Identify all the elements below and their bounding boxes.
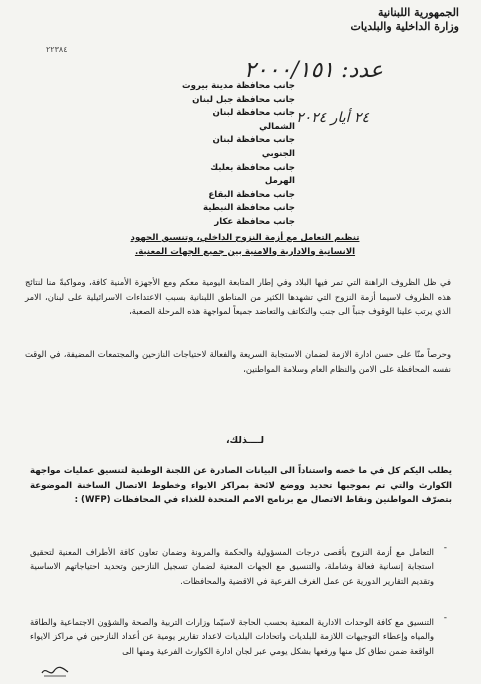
bullet-item: التنسيق مع كافة الوحدات الادارية المعنية بحسب الحاجة لاسيّما وزارات التربية والصحة والشؤون الاجتماعية والطاقة والمياه وإعطاء التوجيهات اللازمة للبلديات واتحادات البلديات لاعداد تقارير يومية عن أعداد النازحين في مراكز الايواء الواقعة ضمن نطاق كل منها ورفعها بشكل يومي عبر لجان ادارة الكوارث الفرعية ومنها الى: [30, 617, 434, 656]
request-paragraph: يطلب اليكم كل في ما خصه واستناداً الى البيانات الصادرة عن اللجنة الوطنية لتنسيق عمليات مواجهة الكوارث والتي تم بموجبها تحديد ووضع لائحة بمراكز الايواء وخطوط الاتصال الساخنة الموضوعة بتصرّف المواطنين ونقاط الاتصال مع برنامج الامم المتحدة للغذاء في المحافظات (WFP) :: [30, 466, 452, 506]
letterhead: [350, 6, 459, 34]
initials-signature-mark: [40, 663, 70, 679]
recipient: جانب محافظة عكار: [214, 216, 295, 227]
bullet-item: التعامل مع أزمة النزوح بأقصى درجات المسؤولية والحكمة والمرونة وضمان تعاون كافة الأطراف المعنية لتحقيق استجابة إنسانية فعالة وشاملة، والتنسيق مع الجهات المعنية لضمان تسجيل النازحين وتحديد احتياجاتهم الاساسية وتقديم التقارير الدورية عن عمل الغرف الفرعية في الاقضية والمحافظات.: [30, 547, 434, 586]
letterhead-ministry: وزارة الداخلية والبلديات: [350, 20, 459, 33]
subject-line: الانسانية والادارية والامنية بين جميع الجهات المعنية.: [134, 246, 356, 257]
recipient: جانب محافظة مدينة بيروت: [182, 81, 295, 91]
recipient: جانب محافظة بعلبك الهرمل: [210, 162, 295, 187]
bullet-marker: -: [443, 543, 447, 553]
recipients-list: [180, 80, 295, 230]
recipient: جانب محافظة النبطية: [203, 203, 295, 214]
recipient: جانب محافظة البقاع: [208, 189, 295, 200]
handwritten-reference-number: عدد: ٢٠٠٠/١٥١: [243, 58, 383, 83]
subject: [110, 232, 380, 259]
recipient: جانب محافظة جبل لبنان: [192, 94, 295, 105]
letterhead-country: الجمهورية اللبنانية: [377, 6, 459, 19]
recipient: جانب محافظة لبنان الجنوبي: [212, 135, 295, 159]
bullet-marker: -: [443, 613, 447, 623]
serial-number: ٢٢٣٨٤: [46, 45, 68, 54]
subject-line: تنظيم التعامل مع أزمة النزوح الداخلي، وتنسيق الجهود: [130, 233, 360, 243]
therefore-heading: لــــذلك،: [225, 435, 265, 446]
recipient: جانب محافظة لبنان الشمالي: [212, 108, 295, 132]
paragraph-purpose: وحرصاً منّا على حسن ادارة الازمة لضمان الاستجابة السريعة والفعالة لاحتياجات النازحين والمجتمعات المضيفة، في الوقت نفسه المحافظة على الامن والنظام العام وسلامة المواطنين،: [25, 349, 451, 374]
paragraph-context: في ظل الظروف الراهنة التي تمر فيها البلاد وفي إطار المتابعة اليومية معكم ومع الأجهزة الأمنية كافة، ومواكبةً منا لنتائج هذه الظروف لاسيما أزمة النزوح التي تشهدها الكثير من المناطق اللبنانية بسبب الاعتداءات الاسرائيلية على لبنان، الامر الذي يرتب علينا الوقوف جنباً الى جنب والتكاتف والتعاضد جميعاً لمواجهة هذه المرحلة الصعبة،: [25, 277, 451, 317]
handwritten-date: ٢٤ أيار ٢٠٢٤: [296, 110, 369, 126]
